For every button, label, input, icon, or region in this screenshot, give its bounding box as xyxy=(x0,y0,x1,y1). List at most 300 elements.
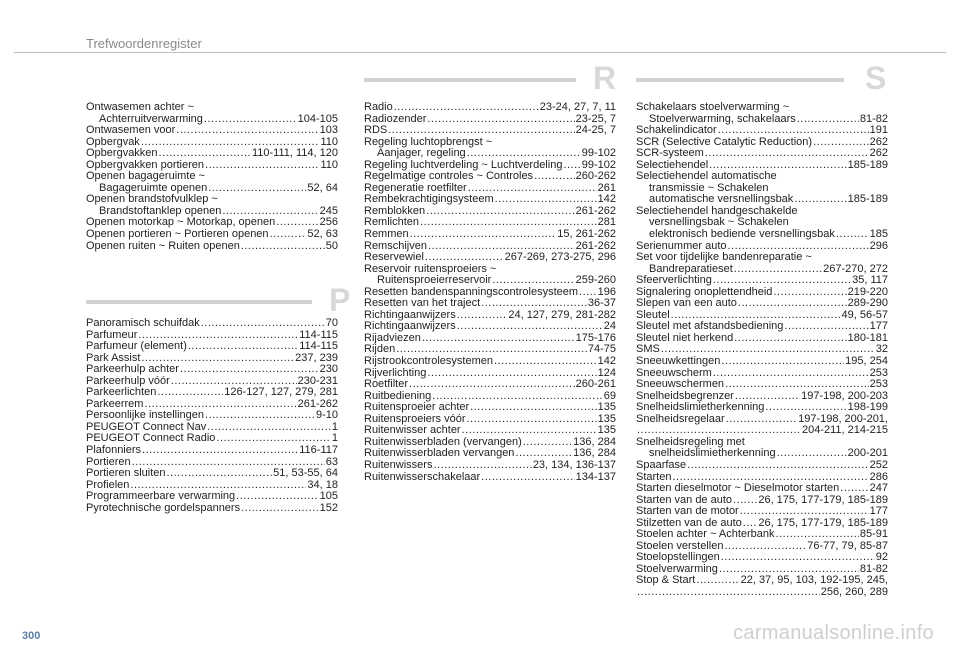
index-entry xyxy=(86,503,338,515)
index-pages: 286 xyxy=(869,470,888,483)
index-term: Regeneratie roetfilter xyxy=(364,181,467,194)
index-entry xyxy=(636,460,888,472)
index-entry xyxy=(86,445,338,457)
dot-leader xyxy=(481,472,574,484)
index-pages: 92 xyxy=(875,551,888,564)
index-term: SCR-systeem xyxy=(636,147,704,160)
dot-leader xyxy=(705,148,869,160)
dot-leader xyxy=(725,379,869,391)
dot-leader xyxy=(534,171,575,183)
index-term: Bagageruimte openen xyxy=(99,181,208,194)
section-bar xyxy=(636,78,844,82)
index-pages: 142 xyxy=(597,193,616,206)
index-term: Sneeuwkettingen xyxy=(636,355,721,368)
index-entry xyxy=(636,148,888,160)
index-pages: 185-189 xyxy=(847,158,888,171)
index-pages: 1 xyxy=(331,420,338,433)
page-number: 300 xyxy=(22,630,41,642)
index-term: Radiozender xyxy=(364,112,427,125)
index-column-r xyxy=(364,102,616,483)
index-pages: 134-137 xyxy=(575,470,616,483)
index-pages: 81-82 xyxy=(859,112,888,125)
section-letter-p: P xyxy=(329,282,351,318)
dot-leader xyxy=(159,148,251,160)
index-term: Rijverlichting xyxy=(364,366,427,379)
watermark: carmanualsonline.info xyxy=(733,622,934,644)
dot-leader xyxy=(470,402,596,414)
index-pages: 261-262 xyxy=(575,239,616,252)
index-term: Programmeerbare verwarming xyxy=(86,490,236,503)
index-entry xyxy=(86,241,338,253)
index-term: Remlichten xyxy=(364,216,420,229)
index-entry xyxy=(364,252,616,264)
dot-leader xyxy=(523,437,572,449)
index-term: Snelheidsregeling met xyxy=(636,435,745,448)
index-term: Stoelen achter ~ Achterbank xyxy=(636,528,775,541)
index-term: Snelheidsbegrenzer xyxy=(636,389,734,402)
index-term: SCR (Selective Catalytic Reduction) xyxy=(636,135,813,148)
index-term: Opbergvakken portieren xyxy=(86,158,205,171)
index-entry xyxy=(364,472,616,484)
index-entry xyxy=(86,171,338,194)
index-term: Pyrotechnische gordelspanners xyxy=(86,501,241,514)
index-pages: 289-290 xyxy=(847,297,888,310)
dot-leader xyxy=(696,575,739,587)
index-pages: 198-199 xyxy=(847,401,888,414)
index-term: Parkeerhulp vóór xyxy=(86,374,170,387)
index-term: Starten van de auto xyxy=(636,493,733,506)
index-term: transmissie ~ Schakelen xyxy=(649,181,769,194)
dot-leader xyxy=(427,368,596,380)
dot-leader xyxy=(713,368,869,380)
index-entry xyxy=(86,341,338,353)
dot-leader xyxy=(840,483,868,495)
index-entry xyxy=(636,379,888,391)
index-term: Stoelen verstellen xyxy=(636,539,724,552)
index-entry xyxy=(86,148,338,160)
dot-leader xyxy=(207,422,331,434)
index-pages: 260-261 xyxy=(575,378,616,391)
index-entry xyxy=(636,356,888,368)
section-heading-s xyxy=(636,60,896,96)
index-term: Ruitenwisserschakelaar xyxy=(364,470,481,483)
dot-leader xyxy=(236,491,318,503)
dot-leader xyxy=(724,541,806,553)
dot-leader xyxy=(797,114,859,126)
index-term: Stoelverwarming, schakelaars xyxy=(649,112,796,125)
dot-leader xyxy=(241,241,325,253)
dot-leader xyxy=(433,460,531,472)
index-pages: 253 xyxy=(869,378,888,391)
index-pages: 126-127, 127, 279, 281 xyxy=(224,386,338,399)
index-term: Parfumeur xyxy=(86,328,138,341)
index-term: Resetten van het traject xyxy=(364,297,481,310)
index-term: Ruitenwisserbladen vervangen xyxy=(364,447,515,460)
index-term: Reservoir ruitensproeiers ~ xyxy=(364,262,497,275)
index-pages: 23, 134, 136-137 xyxy=(532,458,616,471)
index-term: Bandreparatieset xyxy=(649,262,733,275)
index-term: Spaarfase xyxy=(636,458,687,471)
dot-leader xyxy=(467,414,597,426)
dot-leader xyxy=(773,287,846,299)
index-term: Slepen van een auto xyxy=(636,297,737,310)
index-term: Sleutel xyxy=(636,308,670,321)
index-term: Radio xyxy=(364,101,393,113)
index-entry xyxy=(364,379,616,391)
index-term: Starten van de motor xyxy=(636,505,739,518)
index-entry xyxy=(636,252,888,275)
index-entry xyxy=(86,468,338,480)
index-pages: 247 xyxy=(869,482,888,495)
index-term: Persoonlijke instellingen xyxy=(86,409,205,422)
index-pages: 136, 284 xyxy=(573,435,616,448)
index-pages: 74-75 xyxy=(587,343,616,356)
section-bar xyxy=(364,78,576,82)
index-term: Set voor tijdelijke bandenreparatie ~ xyxy=(636,251,812,264)
index-term: Remblokken xyxy=(364,204,426,217)
section-heading-r xyxy=(364,60,624,96)
index-entry xyxy=(364,102,616,114)
index-term: Parfumeur (element) xyxy=(86,340,187,353)
index-pages: 103 xyxy=(319,124,338,137)
dot-leader xyxy=(687,460,868,472)
dot-leader xyxy=(794,194,846,206)
index-term: Openen portieren ~ Portieren openen xyxy=(86,228,269,241)
index-pages: 230 xyxy=(319,363,338,376)
index-term: Starten xyxy=(636,470,672,483)
dot-leader xyxy=(180,364,319,376)
dot-leader xyxy=(422,333,575,345)
index-term: Selectiehendel handgeschakelde xyxy=(636,204,798,217)
index-term: Ruitensproeiers vóór xyxy=(364,412,466,425)
index-pages: 99-102 xyxy=(581,147,616,160)
index-term: versnellingsbak ~ Schakelen xyxy=(649,216,789,229)
index-term: Stoelopstellingen xyxy=(636,551,720,564)
index-pages: 85-91 xyxy=(859,528,888,541)
index-entry xyxy=(364,333,616,345)
index-pages: 36-37 xyxy=(587,297,616,310)
index-pages: 81-82 xyxy=(859,562,888,575)
index-pages: 252 xyxy=(869,458,888,471)
index-pages: 34, 18 xyxy=(307,478,338,491)
section-letter-s: S xyxy=(865,60,887,96)
index-term: Sleutel met afstandsbediening xyxy=(636,320,784,333)
index-pages: 26, 175, 177-179, 185-189 xyxy=(758,516,888,529)
index-pages: 105 xyxy=(319,490,338,503)
index-term: Signalering onoplettendheid xyxy=(636,285,773,298)
index-pages: 267-270, 272 xyxy=(823,262,888,275)
index-column-o xyxy=(86,102,338,252)
dot-leader xyxy=(142,445,298,457)
index-entry xyxy=(86,194,338,217)
dot-leader xyxy=(204,114,297,126)
index-term: Profielen xyxy=(86,478,130,491)
dot-leader xyxy=(738,298,847,310)
index-pages: 180-181 xyxy=(847,331,888,344)
index-term: Stop & Start xyxy=(636,574,696,587)
index-pages: 177 xyxy=(869,320,888,333)
index-term: Parkeerrem xyxy=(86,397,144,410)
index-term: Parkeerhulp achter xyxy=(86,363,179,376)
dot-leader xyxy=(467,148,581,160)
index-entry xyxy=(636,125,888,137)
index-term: Aanjager, regeling xyxy=(377,147,466,160)
index-pages: 245 xyxy=(319,204,338,217)
index-term: Regeling luchtopbrengst ~ xyxy=(364,135,493,148)
dot-leader xyxy=(409,379,575,391)
index-term: Rijstrookcontrolesystemen xyxy=(364,355,493,368)
index-entry xyxy=(636,437,888,460)
dot-leader xyxy=(208,183,306,195)
index-pages: 253 xyxy=(869,366,888,379)
index-term: Portieren xyxy=(86,455,131,468)
index-entry xyxy=(86,364,338,376)
section-letter-r: R xyxy=(593,60,617,96)
index-pages: 177 xyxy=(869,505,888,518)
index-term: Rembekrachtigingsysteem xyxy=(364,193,494,206)
index-pages: 197-198, 200-201, xyxy=(798,412,888,425)
index-pages: 260-262 xyxy=(575,170,616,183)
index-pages: 50 xyxy=(325,239,338,252)
index-pages: 135 xyxy=(597,401,616,414)
index-term: Serienummer auto xyxy=(636,239,727,252)
index-pages: 175-176 xyxy=(575,331,616,344)
dot-leader xyxy=(734,264,822,276)
index-column-p xyxy=(86,318,338,514)
index-entry xyxy=(364,460,616,472)
dot-leader xyxy=(425,252,504,264)
page-header xyxy=(0,0,960,58)
index-pages: 261-262 xyxy=(575,204,616,217)
index-pages: 259-260 xyxy=(575,274,616,287)
index-entry xyxy=(636,102,888,125)
index-term: Ruitenwisserbladen (vervangen) xyxy=(364,435,522,448)
index-entry xyxy=(364,264,616,287)
dot-leader xyxy=(188,341,298,353)
index-pages: 52, 64 xyxy=(307,181,338,194)
dot-leader xyxy=(734,333,846,345)
index-term: Openen motorkap ~ Motorkap, openen xyxy=(86,216,276,229)
index-term: Opbergvak xyxy=(86,135,140,148)
index-pages: 196 xyxy=(597,285,616,298)
index-term: PEUGEOT Connect Radio xyxy=(86,432,216,445)
index-term: Ruitbediening xyxy=(364,389,432,402)
index-pages: 23-25, 7 xyxy=(575,112,616,125)
index-term: Snelheidslimietherkenning xyxy=(636,401,765,414)
index-pages: 135 xyxy=(597,412,616,425)
dot-leader xyxy=(241,503,319,515)
dot-leader xyxy=(427,114,574,126)
index-pages: 35, 117 xyxy=(852,274,888,287)
index-pages: 24-25, 7 xyxy=(575,124,616,137)
index-pages: 110-111, 114, 120 xyxy=(251,147,338,160)
index-term: Parkeerlichten xyxy=(86,386,157,399)
index-pages: 185-189 xyxy=(847,193,888,206)
index-term: Rijadviezen xyxy=(364,331,421,344)
dot-leader xyxy=(176,125,318,137)
index-term: Rijden xyxy=(364,343,396,356)
dot-leader xyxy=(740,506,869,518)
dot-leader xyxy=(426,206,574,218)
index-term: Richtingaanwijzers xyxy=(364,308,456,321)
index-pages: 204-211, 214-215 xyxy=(801,424,888,437)
index-term: Remschijven xyxy=(364,239,427,252)
dot-leader xyxy=(270,229,307,241)
dot-leader xyxy=(494,356,597,368)
index-term: Stoelverwarming xyxy=(636,562,718,575)
index-term: Richtingaanwijzers xyxy=(364,320,456,333)
index-pages: 261-262 xyxy=(297,397,338,410)
dot-leader xyxy=(721,552,875,564)
index-entry xyxy=(636,587,888,599)
index-pages: 22, 37, 95, 103, 192-195, 245, xyxy=(740,574,888,587)
dot-leader xyxy=(157,387,223,399)
index-pages: 76-77, 79, 85-87 xyxy=(807,539,888,552)
index-term: elektronisch bediende versnellingsbak xyxy=(649,228,835,241)
index-column-s xyxy=(636,102,888,599)
index-term: Starten dieselmotor ~ Dieselmotor starten xyxy=(636,482,840,495)
index-pages: 256, 260, 289 xyxy=(820,585,888,598)
index-term: Ruitensproeierreservoir xyxy=(377,274,492,287)
index-pages: 200-201 xyxy=(847,447,888,460)
index-entry xyxy=(364,137,616,160)
dot-leader xyxy=(721,356,844,368)
index-term: Sfeerverlichting xyxy=(636,274,712,287)
index-term: Panoramisch schuifdak xyxy=(86,317,200,329)
index-pages: 1 xyxy=(331,432,338,445)
dot-leader xyxy=(726,414,797,426)
index-pages: 24, 127, 279, 281-282 xyxy=(508,308,616,321)
header-rule xyxy=(14,52,946,53)
index-entry xyxy=(636,333,888,345)
index-pages: 99-102 xyxy=(581,158,616,171)
index-pages: 114-115 xyxy=(299,340,338,353)
index-pages: 104-105 xyxy=(297,112,338,125)
index-term: Ruitensproeier achter xyxy=(364,401,470,414)
dot-leader xyxy=(410,229,557,241)
index-pages: 135 xyxy=(597,424,616,437)
dot-leader xyxy=(457,310,508,322)
index-pages: 262 xyxy=(869,135,888,148)
index-entry xyxy=(636,206,888,241)
index-term: PEUGEOT Connect Nav xyxy=(86,420,207,433)
index-term: Remmen xyxy=(364,228,409,241)
index-entry xyxy=(86,125,338,137)
index-term: Ontwasemen achter ~ xyxy=(86,101,194,113)
index-term: Regelmatige controles ~ Controles xyxy=(364,170,534,183)
index-entry xyxy=(86,229,338,241)
index-pages: 9-10 xyxy=(315,409,338,422)
index-term: Schakelaars stoelverwarming ~ xyxy=(636,101,790,113)
index-term: Park Assist xyxy=(86,351,141,364)
index-term: Ontwasemen voor xyxy=(86,124,176,137)
index-entry xyxy=(636,171,888,206)
index-pages: 296 xyxy=(869,239,888,252)
index-term: Regeling luchtverdeling ~ Luchtverdeling xyxy=(364,158,563,171)
index-pages: 110 xyxy=(320,135,338,148)
dot-leader xyxy=(167,468,273,480)
index-term: Plafonniers xyxy=(86,444,142,457)
index-term: Openen brandstofvulklep ~ xyxy=(86,193,218,206)
index-pages: 195, 254 xyxy=(845,355,888,368)
index-pages: 261 xyxy=(597,181,616,194)
index-term: Achterruitverwarming xyxy=(99,112,203,125)
index-pages: 52, 63 xyxy=(307,228,338,241)
index-term: Selectiehendel automatische xyxy=(636,170,777,183)
index-pages: 32 xyxy=(875,343,888,356)
index-term: Sleutel niet herkend xyxy=(636,331,734,344)
index-entry xyxy=(364,229,616,241)
index-pages: 256 xyxy=(319,216,338,229)
dot-leader xyxy=(777,448,847,460)
index-pages: 237, 239 xyxy=(295,351,338,364)
dot-leader xyxy=(201,318,325,330)
index-entry xyxy=(364,356,616,368)
index-pages: 26, 175, 177-179, 185-189 xyxy=(758,493,888,506)
index-term: Sneeuwscherm xyxy=(636,366,712,379)
index-term: Stilzetten van de auto xyxy=(636,516,742,529)
index-pages: 63 xyxy=(325,455,338,468)
index-pages: 191 xyxy=(869,124,888,137)
index-pages: 49, 56-57 xyxy=(841,308,888,321)
index-pages: 70 xyxy=(325,317,338,329)
index-term: Snelheidsregelaar xyxy=(636,412,725,425)
index-pages: 267-269, 273-275, 296 xyxy=(504,251,616,264)
dot-leader xyxy=(205,410,315,422)
index-pages: 24 xyxy=(603,320,616,333)
index-term: Roetfilter xyxy=(364,378,409,391)
index-pages: 116-117 xyxy=(299,444,338,457)
index-pages: 281 xyxy=(597,216,616,229)
index-term: SMS xyxy=(636,343,660,356)
header-title: Trefwoordenregister xyxy=(86,36,202,51)
dot-leader xyxy=(205,160,319,172)
index-term: Openen ruiten ~ Ruiten openen xyxy=(86,239,240,252)
index-term: Sneeuwschermen xyxy=(636,378,725,391)
index-entry xyxy=(636,483,888,495)
dot-leader xyxy=(813,137,869,149)
index-pages: 142 xyxy=(597,355,616,368)
index-pages: 136, 284 xyxy=(573,447,616,460)
index-entry xyxy=(86,318,338,330)
index-term: Ruitenwisser achter xyxy=(364,424,461,437)
index-pages: 114-115 xyxy=(299,328,338,341)
index-pages: 152 xyxy=(319,501,338,514)
section-bar xyxy=(86,300,312,304)
index-pages: 185 xyxy=(869,228,888,241)
index-term: Reservewiel xyxy=(364,251,424,264)
index-term: Portieren sluiten xyxy=(86,467,166,480)
index-entry xyxy=(636,506,888,518)
index-term: RDS xyxy=(364,124,388,137)
index-pages: 110 xyxy=(320,158,338,171)
dot-leader xyxy=(637,587,820,599)
index-term: Openen bagageruimte ~ xyxy=(86,170,205,183)
dot-leader xyxy=(394,102,539,114)
index-term: Brandstoftanklep openen xyxy=(99,204,222,217)
index-pages: 219-220 xyxy=(847,285,888,298)
index-term: snelheidslimietherkenning xyxy=(649,447,776,460)
dot-leader xyxy=(836,229,869,241)
index-pages: 69 xyxy=(603,389,616,402)
index-pages: 23-24, 27, 7, 11 xyxy=(539,101,616,113)
index-entry xyxy=(86,102,338,125)
index-term: Resetten bandenspanningscontrolesysteem xyxy=(364,285,579,298)
index-pages: 124 xyxy=(597,366,616,379)
index-entry xyxy=(364,125,616,137)
index-term: Opbergvakken xyxy=(86,147,158,160)
index-pages: 15, 261-262 xyxy=(557,228,616,241)
